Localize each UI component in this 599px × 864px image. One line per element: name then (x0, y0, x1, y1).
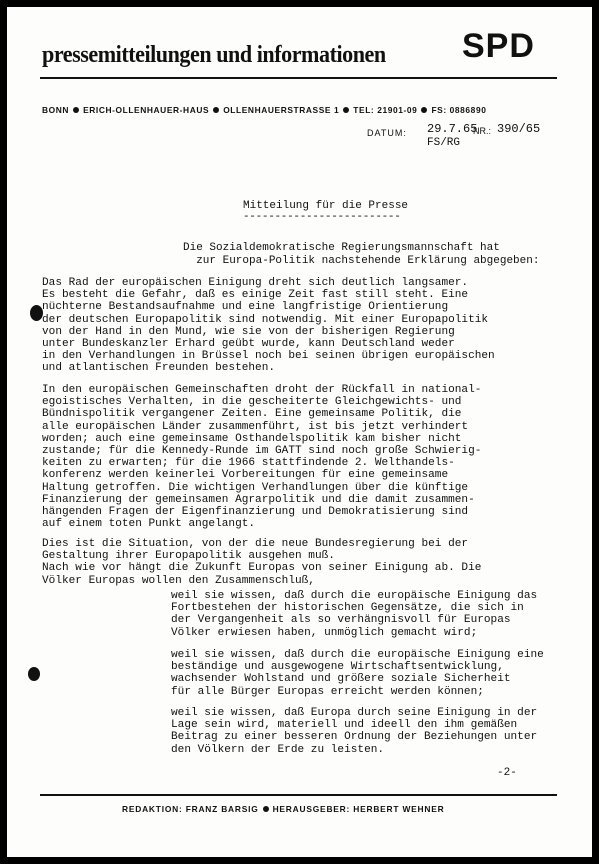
paragraph-3: Dies ist die Situation, von der die neue Bundesregierung bei der Gestaltung ihrer Europapolitik ausgehen muß. Nach wie vor hängt die Zukunft Europas von seiner Einigung ab. Die Völker Europas wollen den Zusammenschluß, (42, 538, 482, 587)
page-number: -2- (497, 767, 517, 779)
nr-label: NR.: (473, 126, 491, 136)
address-street: OLLENHAUERSTRASSE 1 (223, 105, 340, 115)
point-1: weil sie wissen, daß durch die europäische Einigung das Fortbestehen der historischen Gegensätze, die sich in der Vergangenheit als so verhängnisvoll für Europas Völker erwiesen haben, unmöglich gemacht wird; (171, 590, 538, 639)
bullet-icon (421, 107, 427, 113)
address-city: BONN (42, 105, 70, 115)
address-building: ERICH-OLLENHAUER-HAUS (83, 105, 210, 115)
header-rule (40, 77, 557, 79)
paragraph-2: In den europäischen Gemeinschaften droht der Rückfall in national- egoistisches Verhalten, in die gescheiterte Gleichgewichts- und Bündnispolitik vergangener Zeiten. Eine gemeinsame Politik, die alle europäischen Länder zusammenführt, ist bis jetzt verhindert worden; auch eine gemeinsame Osthandelspolitik kam bisher nicht zustande; für die Kennedy-Runde im GATT sind noch große Schwierig- keiten zu erwarten; für die 1966 stattfindende 2. Welthandels- konferenz werden keinerlei Vorbereitungen für eine gemeinsame Haltung getroffen. Die wichtigen Verhandlungen über die künftige Finanzierung der gemeinsamen Agrarpolitik und die damit zusammen- hängenden Fragen der Eigenfinanzierung und Demokratisierung sind auf einem toten Punkt angelangt. (42, 384, 482, 531)
footer-editor: REDAKTION: FRANZ BARSIG (122, 804, 259, 814)
point-3: weil sie wissen, daß Europa durch seine Einigung in der Lage sein wird, materiell und ideell den ihm gemäßen Beitrag zu einer besseren Ordnung der Beziehungen unter den Völkern der Erde zu leisten. (171, 707, 538, 756)
footer-rule (40, 794, 557, 796)
intro-text: Die Sozialdemokratische Regierungsmannschaft hat zur Europa-Politik nachstehende Erklärung abgegeben: (183, 242, 540, 267)
datum-value: 29.7.65 (427, 122, 478, 136)
point-2: weil sie wissen, daß durch die europäische Einigung eine beständige und ausgewogene Wirtschaftsentwicklung, wachsender Wohlstand und größere soziale Sicherheit für alle Bürger Europas erreicht werden können; (171, 649, 544, 698)
footer-publisher: HERAUSGEBER: HERBERT WEHNER (272, 804, 445, 814)
bullet-icon (263, 806, 269, 812)
address-phone: TEL: 21901-09 (353, 105, 418, 115)
title-underline: ------------------------- (243, 211, 401, 223)
masthead: pressemitteilungen und informationen (42, 42, 386, 68)
footer-line (122, 804, 444, 814)
address-telex: FS: 0886890 (431, 105, 487, 115)
bullet-icon (213, 107, 219, 113)
address-line (42, 105, 486, 115)
document-page (7, 7, 592, 857)
initials: FS/RG (427, 137, 461, 149)
spd-logo: SPD (462, 27, 535, 65)
ink-blot (28, 667, 40, 681)
document-title: Mitteilung für die Presse (243, 200, 409, 212)
bullet-icon (73, 107, 79, 113)
nr-value: 390/65 (497, 122, 541, 136)
paragraph-1: Das Rad der europäischen Einigung dreht sich deutlich langsamer. Es besteht die Gefahr, daß es einige Zeit fast still steht. Eine nüchterne Bestandsaufnahme und eine langfristige Orientierung der deutschen Europapolitik sind notwendig. Mit einer Europapolitik von der Hand in den Mund, wie sie von der bisherigen Regierung unter Bundeskanzler Erhard geübt wurde, kann Deutschland weder in den Verhandlungen in Brüssel noch bei seinen übrigen europäischen und atlantischen Freunden bestehen. (42, 277, 495, 375)
datum-label: DATUM: (367, 128, 407, 138)
bullet-icon (343, 107, 349, 113)
